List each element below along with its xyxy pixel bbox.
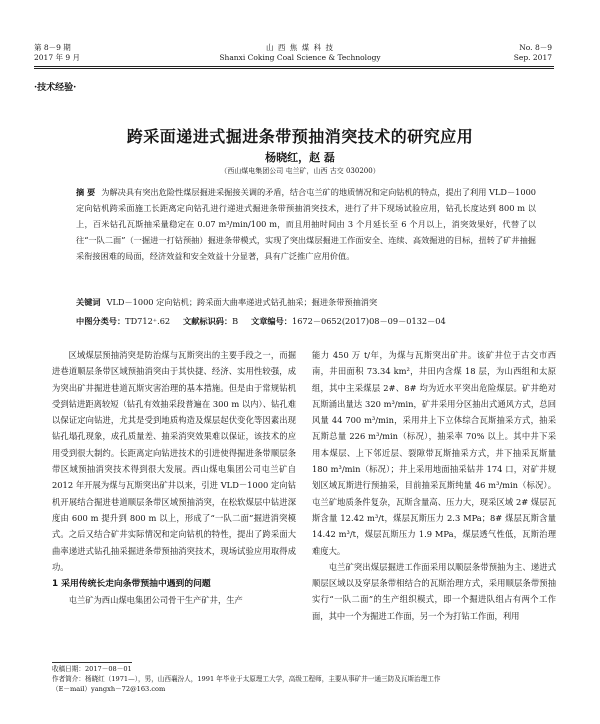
body-paragraph: 能力 450 万 t/年，为煤与瓦斯突出矿井。该矿井位于古交市西南，井田面积 73.34 km²，井田内含煤 18 层，为山西组和太原组，其中主采煤层 2#、8# 均为近水平突出危险煤层。矿井绝对瓦斯涌出量达 320 m³/min，矿井采用分区抽出式通风方式，总回风量 44 700 m³/min，采用井上下立体综合瓦斯抽采方式，抽采瓦斯总量 226 m³/min（标况），抽采率 70% 以上。其中井下采用本煤层、上下邻近层、裂隙带瓦斯抽采方式，井下抽采瓦斯量 180 m³/min（标况）；井上采用地面抽采钻井 174 口，对矿井规划区域瓦斯进行预抽采，目前抽采瓦斯纯量 46 m³/min（标况）。屯兰矿地质条件复杂，瓦斯含量高、压力大，现采区域 2# 煤层瓦斯含量 12.42 m³/t，煤层瓦斯压力 2.3 MPa；8# 煤层瓦斯含量 14.42 m³/t，煤层瓦斯压力 1.9 MPa，煤层透气性低，瓦斯治理难度大。 (312, 350, 556, 556)
section-heading-1: 1 采用传统长走向条带预抽中遇到的问题 (52, 579, 211, 590)
abstract (76, 184, 536, 264)
header-date-en: Sep. 2017 (513, 53, 552, 62)
header-issue-en-block (514, 43, 552, 63)
keywords-label: 关键词 (76, 297, 101, 307)
abstract-text: 为解决具有突出危险性煤层掘进采掘接关调的矛盾，结合屯兰矿的地质情况和定向钻机的特点，提出了利用 VLD－1000 定向钻机跨采面施工长距离定向钻孔进行递进式掘进条带预抽消突技术，进行了井下现场试验应用，钻孔长度达到 800 m 以上，百米钻孔瓦斯抽采量稳定在 0.07 m³/min/100 m，而且用抽时间由 3 个月延长至 6 个月以上，消突效果好，代替了以往“一队二面”（一掘进一打钻预抽）掘进条带模式，实现了突出煤层掘进工作面安全、连续、高效掘进的目标，扭转了矿井抽掘采衔接困难的局面，经济效益和安全效益十分显著，具有广泛推广应用价值。 (76, 187, 536, 261)
header-journal-cn: 山 西 焦 煤 科 技 (266, 43, 334, 52)
header-issue-block (34, 43, 80, 63)
body-paragraph: 区域煤层预抽消突是防治煤与瓦斯突出的主要手段之一，而掘进巷道顺层条带区域预抽消突由于其快捷、经济、实用性较强，成为突出矿井掘进巷道瓦斯灾害治理的基本措施。但是由于常规钻机受到钻进距离较短（钻孔有效抽采段普遍在 300 m 以内）、钻孔难以保证定向钻进，尤其是受到地质构造及煤层起伏变化等因素出现钻孔塌孔现象，成孔质量差、抽采消突效果难以保证，该技术的应用受到很大制约。长距离定向钻进技术的引进使得掘进条带顺层条带区域预抽消突技术得到很大发展。西山煤电集团公司屯兰矿自 2012 年开展为煤与瓦斯突出矿井以来，引进 VLD－1000 定向钻机开展结合掘进巷道顺层条带区域预抽消突，在松软煤层中钻进深度由 600 m 提升到 800 m 以上，形成了“一队二面”掘进消突模式。之后又结合矿井实际情况和定向钻机的特性，提出了跨采面大曲率递进式钻孔抽采掘进条带预抽消突技术，现场试验应用取得成功。 (52, 350, 296, 572)
body-column-right (312, 347, 556, 624)
keywords (76, 296, 536, 309)
section-tag: ·技术经验· (34, 83, 77, 93)
keywords-text: VLD－1000 定向钻机；跨采面大曲率递进式钻孔抽采；掘进条带预抽消突 (106, 297, 378, 307)
footnote (52, 665, 556, 694)
paper-affiliation: （西山煤电集团公司 屯兰矿，山西 古交 030200） (220, 167, 380, 175)
body-column-left (52, 347, 296, 609)
doc-code-label: 文献标识码： (183, 316, 233, 326)
doc-code-value: B (232, 316, 239, 326)
article-value: 1672－0652(2017)08－09－0132－04 (291, 316, 446, 326)
header-issue: 第 8－9 期 (34, 43, 71, 52)
clc-value: TD712⁺.62 (125, 316, 171, 326)
header-journal-en: Shanxi Coking Coal Science & Technology (219, 53, 381, 62)
footnote-email: （E－mail）yangxh－72@163.com (52, 684, 166, 693)
clc-label: 中图分类号： (76, 316, 126, 326)
abstract-label: 摘 要 (76, 187, 96, 197)
paper-authors: 杨晓红，赵 磊 (265, 151, 335, 164)
header-rule-top (34, 66, 554, 67)
footnote-author: 作者简介：杨晓红（1971—），男，山西襄汾人，1991 年毕业于太原理工大学，高级工程师，主要从事矿井一通三防及瓦斯治理工作 (52, 674, 441, 683)
body-paragraph: 屯兰矿为西山煤电集团公司骨干生产矿井，生产 (68, 595, 243, 606)
header-date-cn: 2017 年 9 月 (34, 53, 81, 62)
classification-line (76, 315, 556, 328)
body-paragraph: 屯兰矿突出煤层掘进工作面采用以顺层条带预抽为主、递进式顺层区域以及穿层条带相结合的瓦斯治理方式，采用顺层条带预抽实行“一队二面”的生产组织模式，即一个掘进队组占有两个工作面，其中一个为掘进工作面，另一个为打钻工作面，利用 (312, 561, 556, 621)
footnote-rule (52, 662, 132, 663)
header-rule-bottom (34, 68, 554, 69)
article-label: 文章编号： (251, 316, 292, 326)
header-issue-en: No. 8－9 (519, 43, 552, 52)
paper-title: 跨采面递进式掘进条带预抽消突技术的研究应用 (126, 127, 474, 146)
header-journal-block (150, 43, 450, 63)
footnote-received: 收稿日期：2017－08－01 (52, 665, 132, 673)
